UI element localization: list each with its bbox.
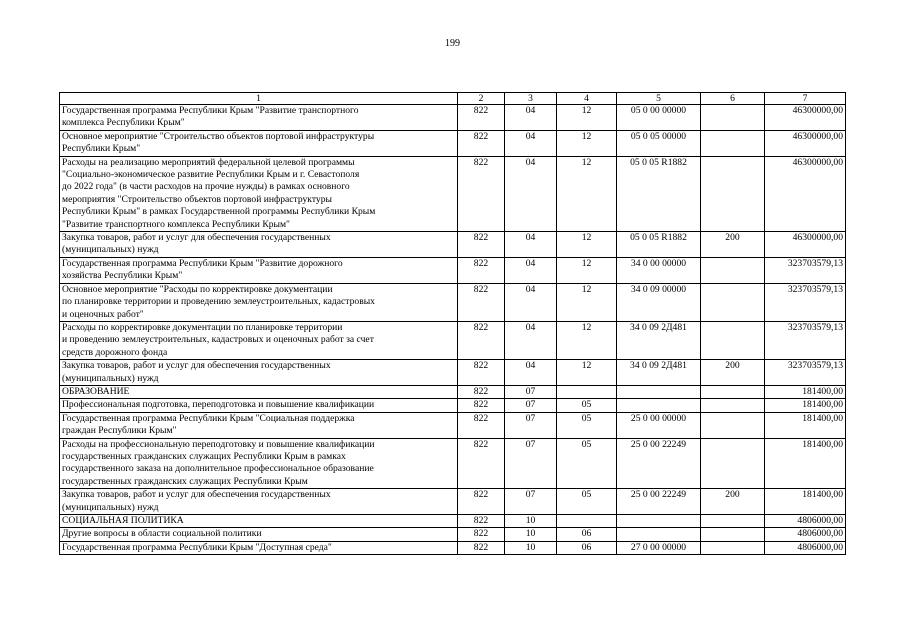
ved-code-cell: 822 [458, 399, 505, 412]
subsection-code-cell: 05 [557, 438, 617, 489]
row-name-cell: Закупка товаров, работ и услуг для обеспечения государственных (муниципальных) нужд [60, 232, 458, 258]
row-name-cell: Государственная программа Республики Крым "Развитие транспортного комплекса Республики Крым" [60, 105, 458, 131]
expense-type-cell [701, 283, 765, 321]
target-article-cell: 25 0 00 22249 [617, 489, 701, 515]
amount-cell: 181400,00 [765, 412, 846, 438]
ved-code-cell: 822 [458, 541, 505, 554]
table-header-row [60, 93, 846, 105]
subsection-code-cell: 12 [557, 257, 617, 283]
ved-code-cell: 822 [458, 360, 505, 386]
table-row [60, 105, 846, 131]
expense-type-cell: 200 [701, 232, 765, 258]
ved-code-cell: 822 [458, 257, 505, 283]
amount-cell: 46300000,00 [765, 130, 846, 156]
column-header: 7 [765, 93, 846, 105]
table-row [60, 438, 846, 489]
budget-table [59, 92, 846, 555]
table-row [60, 232, 846, 258]
column-header: 1 [60, 93, 458, 105]
subsection-code-cell: 06 [557, 528, 617, 541]
amount-cell: 181400,00 [765, 438, 846, 489]
row-name-cell: СОЦИАЛЬНАЯ ПОЛИТИКА [60, 515, 458, 528]
section-code-cell: 04 [505, 232, 557, 258]
table-row [60, 541, 846, 554]
subsection-code-cell: 12 [557, 321, 617, 359]
table-row [60, 130, 846, 156]
amount-cell: 181400,00 [765, 399, 846, 412]
section-code-cell: 07 [505, 438, 557, 489]
ved-code-cell: 822 [458, 438, 505, 489]
column-header: 6 [701, 93, 765, 105]
amount-cell: 181400,00 [765, 489, 846, 515]
ved-code-cell: 822 [458, 321, 505, 359]
target-article-cell: 34 0 00 00000 [617, 257, 701, 283]
table-row [60, 283, 846, 321]
subsection-code-cell [557, 385, 617, 398]
section-code-cell: 07 [505, 412, 557, 438]
target-article-cell: 34 0 09 2Д481 [617, 321, 701, 359]
expense-type-cell [701, 257, 765, 283]
expense-type-cell: 200 [701, 489, 765, 515]
ved-code-cell: 822 [458, 489, 505, 515]
amount-cell: 323703579,13 [765, 257, 846, 283]
target-article-cell: 05 0 05 00000 [617, 130, 701, 156]
expense-type-cell [701, 130, 765, 156]
column-header: 4 [557, 93, 617, 105]
subsection-code-cell [557, 515, 617, 528]
ved-code-cell: 822 [458, 130, 505, 156]
section-code-cell: 04 [505, 105, 557, 131]
target-article-cell: 25 0 00 00000 [617, 412, 701, 438]
section-code-cell: 07 [505, 399, 557, 412]
ved-code-cell: 822 [458, 283, 505, 321]
row-name-cell: Расходы на реализацию мероприятий федеральной целевой программы "Социально-экономическое развитие Республики Крым и г. Севастополя до 2022 года" (в части расходов на прочие нужды) в рамках основного мероприятия "Строительство объектов портовой инфраструктуры Республики Крым" в рамках Государственной программы Республики Крым "Развитие транспортного комплекса Республики Крым" [60, 156, 458, 231]
table-row [60, 156, 846, 231]
subsection-code-cell: 05 [557, 489, 617, 515]
target-article-cell: 05 0 05 R1882 [617, 232, 701, 258]
column-header: 5 [617, 93, 701, 105]
table-row [60, 412, 846, 438]
page-number: 199 [445, 38, 460, 49]
amount-cell: 4806000,00 [765, 528, 846, 541]
row-name-cell: Закупка товаров, работ и услуг для обеспечения государственных (муниципальных) нужд [60, 360, 458, 386]
table-body [60, 105, 846, 555]
amount-cell: 181400,00 [765, 385, 846, 398]
expense-type-cell [701, 156, 765, 231]
subsection-code-cell: 12 [557, 360, 617, 386]
amount-cell: 46300000,00 [765, 232, 846, 258]
ved-code-cell: 822 [458, 232, 505, 258]
row-name-cell: Профессиональная подготовка, переподготовка и повышение квалификации [60, 399, 458, 412]
subsection-code-cell: 12 [557, 156, 617, 231]
ved-code-cell: 822 [458, 528, 505, 541]
section-code-cell: 10 [505, 515, 557, 528]
row-name-cell: Основное мероприятие "Строительство объектов портовой инфраструктуры Республики Крым" [60, 130, 458, 156]
row-name-cell: Расходы на профессиональную переподготовку и повышение квалификации государственных гражданских служащих Республики Крым в рамках государственного заказа на дополнительное профессиональное образование государственных гражданских служащих Республики Крым [60, 438, 458, 489]
table-row [60, 257, 846, 283]
section-code-cell: 04 [505, 257, 557, 283]
amount-cell: 323703579,13 [765, 321, 846, 359]
section-code-cell: 04 [505, 360, 557, 386]
table-row [60, 360, 846, 386]
row-name-cell: Расходы по корректировке документации по планировке территории и проведению землеустроительных, кадастровых и оценочных работ за счет средств дорожного фонда [60, 321, 458, 359]
table-row [60, 399, 846, 412]
target-article-cell: 05 0 05 R1882 [617, 156, 701, 231]
target-article-cell [617, 528, 701, 541]
ved-code-cell: 822 [458, 105, 505, 131]
table-row [60, 385, 846, 398]
target-article-cell: 27 0 00 00000 [617, 541, 701, 554]
target-article-cell [617, 515, 701, 528]
section-code-cell: 04 [505, 156, 557, 231]
expense-type-cell [701, 528, 765, 541]
amount-cell: 323703579,13 [765, 360, 846, 386]
table-row [60, 489, 846, 515]
target-article-cell: 05 0 00 00000 [617, 105, 701, 131]
amount-cell: 46300000,00 [765, 105, 846, 131]
section-code-cell: 07 [505, 489, 557, 515]
section-code-cell: 10 [505, 541, 557, 554]
amount-cell: 4806000,00 [765, 541, 846, 554]
section-code-cell: 04 [505, 130, 557, 156]
amount-cell: 46300000,00 [765, 156, 846, 231]
table-row [60, 515, 846, 528]
subsection-code-cell: 12 [557, 130, 617, 156]
row-name-cell: Государственная программа Республики Крым "Развитие дорожного хозяйства Республики Крым" [60, 257, 458, 283]
expense-type-cell [701, 438, 765, 489]
column-header: 3 [505, 93, 557, 105]
subsection-code-cell: 05 [557, 412, 617, 438]
subsection-code-cell: 05 [557, 399, 617, 412]
subsection-code-cell: 12 [557, 232, 617, 258]
expense-type-cell [701, 105, 765, 131]
expense-type-cell [701, 515, 765, 528]
section-code-cell: 04 [505, 321, 557, 359]
row-name-cell: Закупка товаров, работ и услуг для обеспечения государственных (муниципальных) нужд [60, 489, 458, 515]
amount-cell: 4806000,00 [765, 515, 846, 528]
expense-type-cell: 200 [701, 360, 765, 386]
section-code-cell: 07 [505, 385, 557, 398]
row-name-cell: Другие вопросы в области социальной политики [60, 528, 458, 541]
target-article-cell: 34 0 09 2Д481 [617, 360, 701, 386]
row-name-cell: Государственная программа Республики Крым "Доступная среда" [60, 541, 458, 554]
section-code-cell: 04 [505, 283, 557, 321]
subsection-code-cell: 12 [557, 283, 617, 321]
target-article-cell [617, 399, 701, 412]
row-name-cell: Государственная программа Республики Крым "Социальная поддержка граждан Республики Крым" [60, 412, 458, 438]
ved-code-cell: 822 [458, 156, 505, 231]
expense-type-cell [701, 541, 765, 554]
section-code-cell: 10 [505, 528, 557, 541]
subsection-code-cell: 06 [557, 541, 617, 554]
expense-type-cell [701, 399, 765, 412]
amount-cell: 323703579,13 [765, 283, 846, 321]
subsection-code-cell: 12 [557, 105, 617, 131]
ved-code-cell: 822 [458, 385, 505, 398]
table-row [60, 321, 846, 359]
target-article-cell: 34 0 09 00000 [617, 283, 701, 321]
column-header: 2 [458, 93, 505, 105]
expense-type-cell [701, 321, 765, 359]
row-name-cell: Основное мероприятие "Расходы по корректировке документации по планировке территории и проведению землеустроительных, кадастровых и оценочных работ" [60, 283, 458, 321]
target-article-cell [617, 385, 701, 398]
row-name-cell: ОБРАЗОВАНИЕ [60, 385, 458, 398]
expense-type-cell [701, 385, 765, 398]
table-row [60, 528, 846, 541]
ved-code-cell: 822 [458, 515, 505, 528]
target-article-cell: 25 0 00 22249 [617, 438, 701, 489]
ved-code-cell: 822 [458, 412, 505, 438]
expense-type-cell [701, 412, 765, 438]
